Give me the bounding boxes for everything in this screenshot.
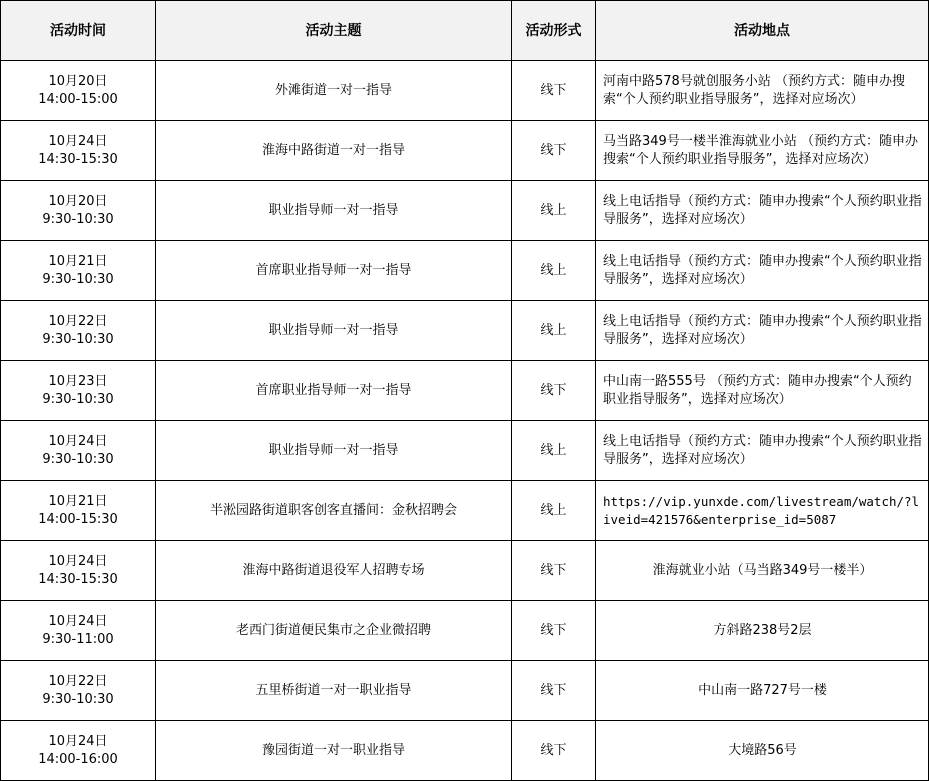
cell-timespan-text: 14:30-15:30 bbox=[38, 151, 118, 167]
header-format: 活动形式 bbox=[512, 1, 596, 61]
header-place: 活动地点 bbox=[596, 1, 929, 61]
cell-time bbox=[1, 361, 156, 421]
header-row bbox=[1, 1, 929, 61]
cell-place: 马当路349号一楼半淮海就业小站 （预约方式：随申办搜索“个人预约职业指导服务”，选择对应场次） bbox=[596, 121, 929, 181]
cell-timespan-text: 14:00-15:30 bbox=[38, 511, 118, 527]
cell-date-text: 10月24日 bbox=[48, 613, 108, 629]
table-row bbox=[1, 541, 929, 601]
cell-time bbox=[1, 661, 156, 721]
header-theme: 活动主题 bbox=[156, 1, 512, 61]
cell-format: 线下 bbox=[512, 361, 596, 421]
cell-place: 线上电话指导（预约方式：随申办搜索“个人预约职业指导服务”，选择对应场次） bbox=[596, 301, 929, 361]
cell-place: 线上电话指导（预约方式：随申办搜索“个人预约职业指导服务”，选择对应场次） bbox=[596, 241, 929, 301]
cell-format: 线下 bbox=[512, 661, 596, 721]
table-row bbox=[1, 481, 929, 541]
cell-theme: 首席职业指导师一对一指导 bbox=[156, 241, 512, 301]
cell-place: 方斜路238号2层 bbox=[596, 601, 929, 661]
cell-format: 线上 bbox=[512, 421, 596, 481]
cell-timespan-text: 9:30-10:30 bbox=[42, 451, 114, 467]
cell-format: 线下 bbox=[512, 61, 596, 121]
cell-place: 中山南一路727号一楼 bbox=[596, 661, 929, 721]
table-row bbox=[1, 601, 929, 661]
table-row bbox=[1, 721, 929, 781]
table-row bbox=[1, 61, 929, 121]
cell-timespan-text: 14:30-15:30 bbox=[38, 571, 118, 587]
cell-date-text: 10月22日 bbox=[48, 313, 108, 329]
cell-theme: 外滩街道一对一指导 bbox=[156, 61, 512, 121]
cell-theme: 淮海中路街道退役军人招聘专场 bbox=[156, 541, 512, 601]
header-time: 活动时间 bbox=[1, 1, 156, 61]
cell-theme: 职业指导师一对一指导 bbox=[156, 421, 512, 481]
cell-timespan-text: 14:00-16:00 bbox=[38, 751, 118, 767]
cell-timespan-text: 9:30-10:30 bbox=[42, 271, 114, 287]
cell-theme: 豫园街道一对一职业指导 bbox=[156, 721, 512, 781]
cell-theme: 职业指导师一对一指导 bbox=[156, 181, 512, 241]
cell-place: 淮海就业小站（马当路349号一楼半） bbox=[596, 541, 929, 601]
cell-timespan-text: 14:00-15:00 bbox=[38, 91, 118, 107]
table-row bbox=[1, 661, 929, 721]
table-row bbox=[1, 361, 929, 421]
cell-theme: 半淞园路街道职客创客直播间：金秋招聘会 bbox=[156, 481, 512, 541]
cell-date-text: 10月24日 bbox=[48, 133, 108, 149]
cell-theme: 五里桥街道一对一职业指导 bbox=[156, 661, 512, 721]
cell-time bbox=[1, 121, 156, 181]
cell-place: 中山南一路555号 （预约方式：随申办搜索“个人预约职业指导服务”，选择对应场次） bbox=[596, 361, 929, 421]
cell-date-text: 10月22日 bbox=[48, 673, 108, 689]
cell-place: 大境路56号 bbox=[596, 721, 929, 781]
cell-format: 线下 bbox=[512, 121, 596, 181]
cell-format: 线下 bbox=[512, 601, 596, 661]
cell-theme: 淮海中路街道一对一指导 bbox=[156, 121, 512, 181]
cell-format: 线下 bbox=[512, 541, 596, 601]
cell-time bbox=[1, 181, 156, 241]
cell-theme: 职业指导师一对一指导 bbox=[156, 301, 512, 361]
table-row bbox=[1, 241, 929, 301]
cell-time bbox=[1, 61, 156, 121]
cell-date-text: 10月24日 bbox=[48, 553, 108, 569]
cell-place: 线上电话指导（预约方式：随申办搜索“个人预约职业指导服务”，选择对应场次） bbox=[596, 181, 929, 241]
cell-time bbox=[1, 301, 156, 361]
table-row bbox=[1, 421, 929, 481]
cell-place: 河南中路578号就创服务小站 （预约方式：随申办搜索“个人预约职业指导服务”，选择对应场次） bbox=[596, 61, 929, 121]
cell-date-text: 10月20日 bbox=[48, 193, 108, 209]
cell-time bbox=[1, 421, 156, 481]
table-row bbox=[1, 181, 929, 241]
cell-time bbox=[1, 481, 156, 541]
table-body bbox=[1, 61, 929, 781]
cell-date-text: 10月24日 bbox=[48, 733, 108, 749]
cell-timespan-text: 9:30-10:30 bbox=[42, 211, 114, 227]
cell-timespan-text: 9:30-10:30 bbox=[42, 331, 114, 347]
table-row bbox=[1, 121, 929, 181]
cell-place: 线上电话指导（预约方式：随申办搜索“个人预约职业指导服务”，选择对应场次） bbox=[596, 421, 929, 481]
cell-place-link[interactable]: https://vip.yunxde.com/livestream/watch/?liveid=421576&enterprise_id=5087 bbox=[596, 481, 929, 541]
cell-format: 线上 bbox=[512, 481, 596, 541]
cell-date-text: 10月23日 bbox=[48, 373, 108, 389]
cell-format: 线下 bbox=[512, 721, 596, 781]
cell-theme: 首席职业指导师一对一指导 bbox=[156, 361, 512, 421]
cell-timespan-text: 9:30-10:30 bbox=[42, 391, 114, 407]
cell-timespan-text: 9:30-11:00 bbox=[42, 631, 114, 647]
cell-format: 线上 bbox=[512, 181, 596, 241]
cell-time bbox=[1, 721, 156, 781]
cell-date-text: 10月21日 bbox=[48, 253, 108, 269]
cell-time bbox=[1, 541, 156, 601]
cell-time bbox=[1, 241, 156, 301]
table-row bbox=[1, 301, 929, 361]
cell-date-text: 10月20日 bbox=[48, 73, 108, 89]
cell-format: 线上 bbox=[512, 301, 596, 361]
cell-theme: 老西门街道便民集市之企业微招聘 bbox=[156, 601, 512, 661]
cell-date-text: 10月24日 bbox=[48, 433, 108, 449]
cell-format: 线上 bbox=[512, 241, 596, 301]
cell-date-text: 10月21日 bbox=[48, 493, 108, 509]
cell-timespan-text: 9:30-10:30 bbox=[42, 691, 114, 707]
cell-time bbox=[1, 601, 156, 661]
